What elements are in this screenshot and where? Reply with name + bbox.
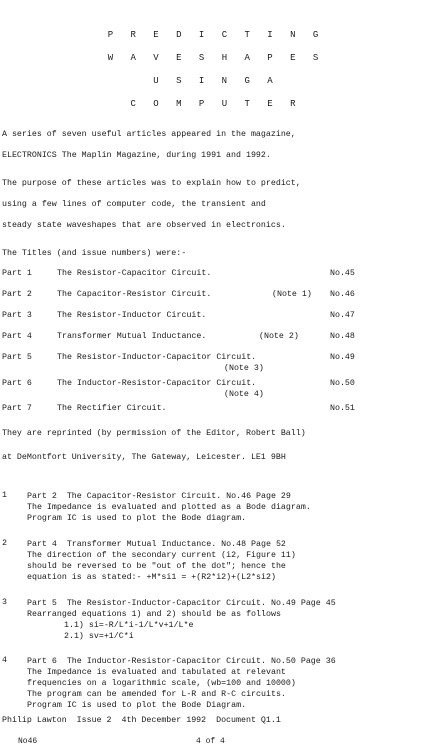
part-title: Transformer Mutual Inductance. [57,332,207,341]
note-line: Rearranged equations 1) and 2) should be as follows [27,610,281,619]
reprint-line-2: at DeMontfort University, The Gateway, Leicester. LE1 9BH [2,453,286,462]
part-label: Part 6 [2,379,32,388]
reprint-line-1: They are reprinted (by permission of the Editor, Robert Ball) [2,429,306,438]
intro-line-3: The purpose of these articles was to explain how to predict, [2,179,301,188]
part-title: The Capacitor-Resistor Circuit. [57,290,212,299]
part-row [2,353,430,365]
part-issue: No.48 [330,332,355,341]
footer-issue: No46 [18,737,38,746]
intro-line-4: using a few lines of computer code, the transient and [2,200,266,209]
note-number: 1 [2,491,7,500]
part-title: The Inductor-Resistor-Capacitor Circuit. [57,379,257,388]
part-row [2,332,430,344]
part-title: The Resistor-Inductor-Capacitor Circuit. [57,353,257,362]
part-note: (Note 1) [272,290,312,299]
part-issue: No.50 [330,379,355,388]
note-equation: 2.1) sv=+1/C*i [64,632,134,641]
part-issue: No.51 [330,404,355,413]
note-line: Part 2 The Capacitor-Resistor Circuit. No.46 Page 29 [27,492,291,501]
note-line: The program can be amended for L-R and R-C circuits. [27,690,286,699]
part-issue: No.49 [330,353,355,362]
footer-page-number: 4 of 4 [196,737,225,746]
note-number: 4 [2,656,7,665]
part-row [2,290,430,302]
intro-line-2: ELECTRONICS The Maplin Magazine, during 1991 and 1992. [2,151,271,160]
note-line: frequencies on a logarithmic scale, (wb=100 and 10000) [27,679,296,688]
part-issue: No.46 [330,290,355,299]
part-label: Part 7 [2,404,32,413]
note-line: Program IC is used to plot the Bode Diagram. [27,701,247,710]
part-row [2,311,430,323]
part-label: Part 2 [2,290,32,299]
part-issue: No.45 [330,269,355,278]
part-row [2,379,430,391]
note-line: should be reversed to be "out of the dot"; hence the [27,562,286,571]
note-line: Part 4 Transformer Mutual Inductance. No.48 Page 52 [27,540,286,549]
note-number: 2 [2,539,7,548]
part-title: The Rectifier Circuit. [57,404,167,413]
note-line: Program IC is used to plot the Bode diagram. [27,514,247,523]
title-line-3: U S I N G A [153,76,279,86]
signature-line: Philip Lawton Issue 2 4th December 1992 Document Q1.1 [2,716,281,725]
part-label: Part 4 [2,332,32,341]
part-label: Part 1 [2,269,32,278]
title-line-1: P R E D I C T I N G [107,30,325,40]
note-line: The Impedance is evaluated and plotted as a Bode diagram. [27,503,311,512]
note-number: 3 [2,598,7,607]
part-title: The Resistor-Inductor Circuit. [57,311,207,320]
part-note: (Note 3) [224,364,264,373]
note-line: The direction of the secondary current (i2, Figure 11) [27,551,296,560]
part-label: Part 3 [2,311,32,320]
note-line: Part 5 The Resistor-Inductor-Capacitor Circuit. No.49 Page 45 [27,599,336,608]
title-line-2: W A V E S H A P E S [107,53,325,63]
part-note: (Note 2) [259,332,299,341]
note-line: The Impedance is evaluated and tabulated at relevant [27,668,286,677]
note-line: Part 6 The Inductor-Resistor-Capacitor Circuit. No.50 Page 36 [27,657,336,666]
part-note: (Note 4) [224,390,264,399]
part-title: The Resistor-Capacitor Circuit. [57,269,212,278]
titles-heading: The Titles (and issue numbers) were:- [2,249,187,258]
intro-line-5: steady state waveshapes that are observed in electronics. [2,221,286,230]
part-row [2,404,430,416]
intro-line-1: A series of seven useful articles appeared in the magazine, [2,130,296,139]
part-issue: No.47 [330,311,355,320]
part-row [2,269,430,281]
note-line: equation is as stated:- +M*si1 = +(R2*i2)+(L2*si2) [27,573,276,582]
note-equation: 1.1) si=-R/L*i-1/L*v+1/L*e [64,621,194,630]
part-label: Part 5 [2,353,32,362]
title-line-4: C O M P U T E R [130,99,302,109]
